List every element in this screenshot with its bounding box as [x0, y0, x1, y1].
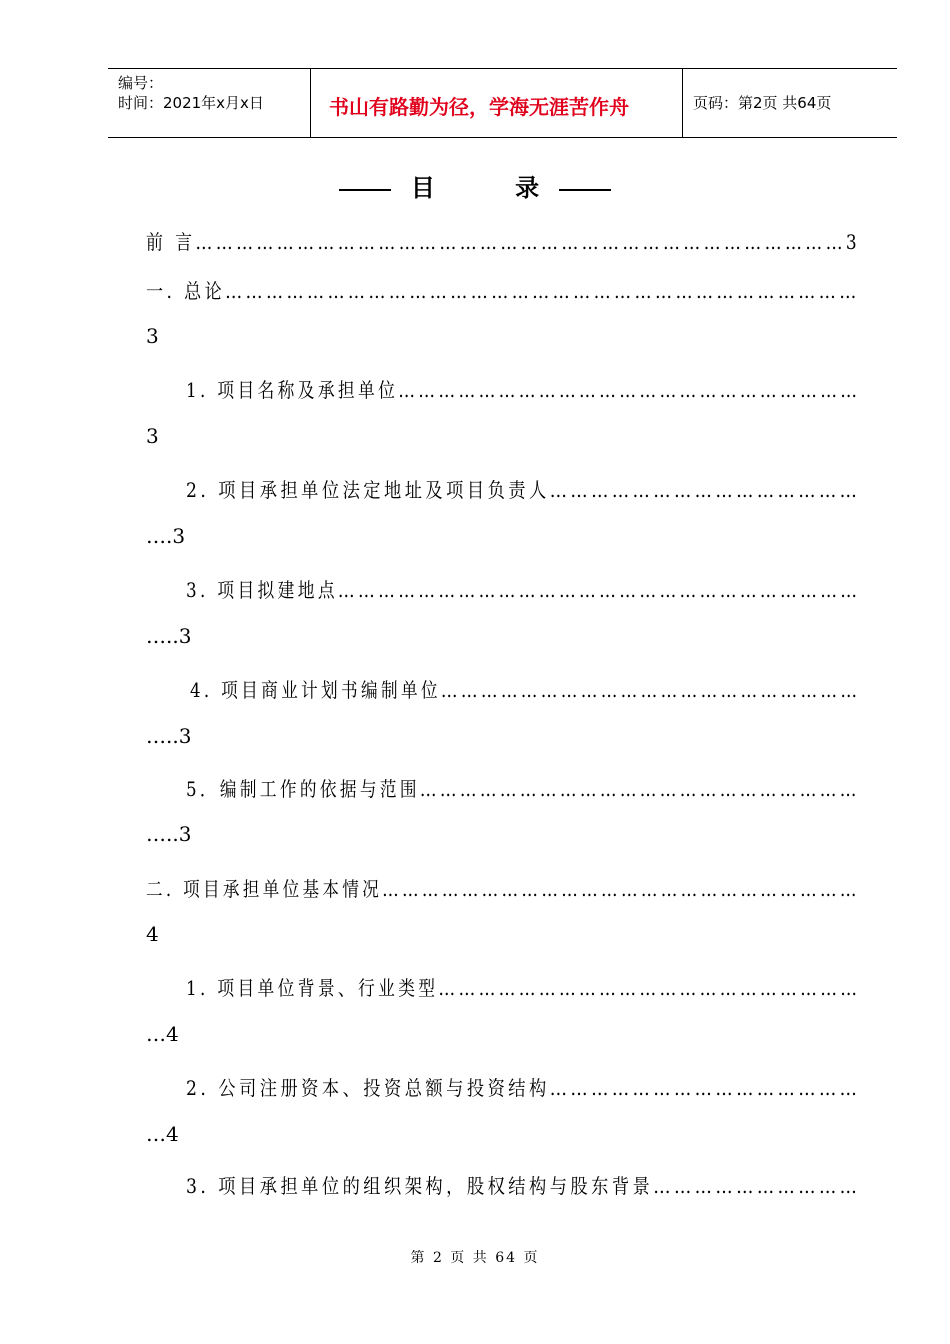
- number-label: 编号：: [118, 74, 164, 92]
- toc-entry[interactable]: 二. 项目承担单位基本情况………………………………………………………………: [146, 877, 860, 901]
- toc-entry[interactable]: 3. 项目承担单位的组织架构，股权结构与股东背景…………………………: [186, 1174, 861, 1198]
- time-label: 时间：2021年x月x日: [118, 94, 264, 112]
- header-motto-cell: [311, 69, 683, 137]
- toc-title-text: 目 录: [410, 174, 576, 202]
- header-meta-cell: [108, 69, 311, 137]
- toc-entry-page: …..3: [146, 822, 192, 846]
- motto: 书山有路勤为径，学海无涯苦作舟: [329, 95, 629, 119]
- toc-entry-page: …..3: [146, 724, 192, 748]
- toc-entry[interactable]: 4. 项目商业计划书编制单位………………………………………………………: [190, 678, 861, 702]
- toc-entry[interactable]: 前 言……………………………………………………………………………………3: [146, 230, 861, 254]
- title-left-rule: [339, 189, 391, 191]
- toc-entry[interactable]: 3. 项目拟建地点……………………………………………………………………: [186, 578, 861, 602]
- page-info: 页码：第2页 共64页: [693, 94, 832, 112]
- page-footer: 第 2 页 共 64 页: [410, 1250, 540, 1266]
- toc-title: [0, 168, 950, 204]
- toc-entry-page: …..3: [146, 624, 192, 648]
- toc-entry[interactable]: 5．编制工作的依据与范围…………………………………………………………: [186, 777, 860, 801]
- toc-entry[interactable]: 1. 项目名称及承担单位……………………………………………………………: [186, 378, 861, 402]
- toc-entry[interactable]: 一. 总论…………………………………………………………………………………: [146, 279, 860, 303]
- toc-entry-page: …4: [146, 1022, 179, 1046]
- page-header: [108, 68, 897, 138]
- toc-entry[interactable]: 2. 项目承担单位法定地址及项目负责人………………………………………: [186, 478, 861, 502]
- header-page-cell: [683, 69, 897, 137]
- toc-entry-page: ….3: [146, 524, 186, 548]
- toc-entry-page: 4: [146, 922, 159, 946]
- toc-entry[interactable]: 2. 公司注册资本、投资总额与投资结构………………………………………: [186, 1076, 861, 1100]
- toc-entry-page: 3: [146, 324, 159, 348]
- toc-entry[interactable]: 1. 项目单位背景、行业类型………………………………………………………: [186, 976, 861, 1000]
- title-right-rule: [559, 189, 611, 191]
- toc-entry-page: …4: [146, 1122, 179, 1146]
- toc-entry-page: 3: [146, 424, 159, 448]
